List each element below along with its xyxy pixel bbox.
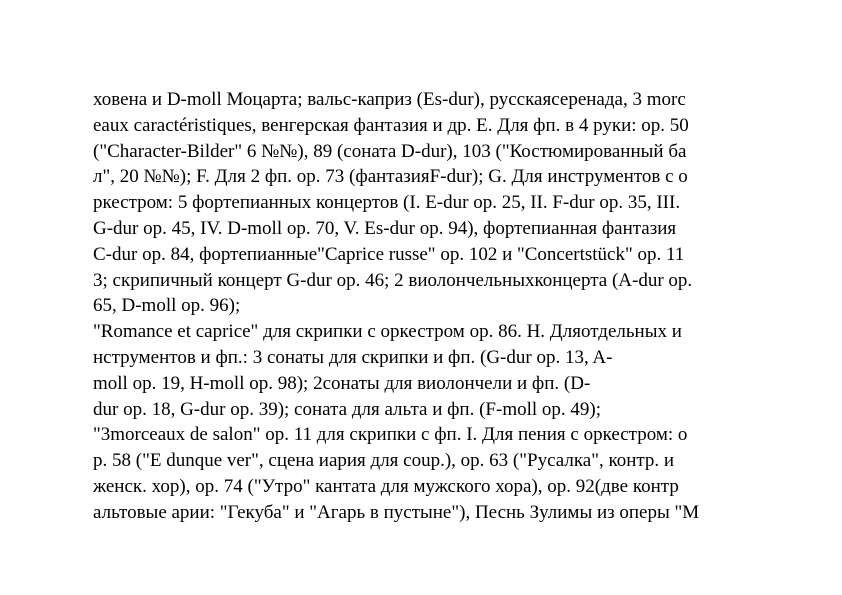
text-line: 3; скрипичный концерт G-dur op. 46; 2 виолончельныхконцерта (A-dur op. (93, 269, 693, 291)
text-line: ркестром: 5 фортепианных концертов (I. E-dur op. 25, II. F-dur op. 35, III. (93, 192, 681, 214)
text-line: альтовые арии: "Гекуба" и "Агарь в пустыне"), Песнь Зулимы из оперы "М (93, 501, 700, 523)
text-line: dur op. 18, G-dur op. 39); соната для альта и фп. (F-moll op. 49); (93, 398, 602, 420)
text-line: р. 58 ("E dunque ver", сцена иария для coup.), op. 63 ("Русалка", контр. и (93, 450, 675, 472)
text-line: "Romance et caprice" для скрипки с оркестром op. 86. H. Дляотдельных и (93, 321, 682, 343)
text-line: нструментов и фп.: 3 сонаты для скрипки и фп. (G-dur op. 13, A- (93, 346, 613, 368)
text-line: "3morceaux de salon" op. 11 для скрипки с фп. I. Для пения с оркестром: о (93, 424, 688, 446)
text-line: ("Character-Bilder" 6 №№), 89 (соната D-dur), 103 ("Костюмированный ба (93, 140, 687, 162)
text-line: л", 20 №№); F. Для 2 фп. op. 73 (фантазияF-dur); G. Для инструментов с о (93, 166, 688, 188)
text-line: женск. хор), op. 74 ("Утро" кантата для мужского хора), op. 92(две контр (93, 475, 679, 497)
text-line: eaux caractéristiques, венгерская фантазия и др. E. Для фп. в 4 руки: op. 50 (93, 114, 689, 136)
body-text (93, 87, 793, 526)
text-line: ховена и D-moll Моцарта; вальс-каприз (Es-dur), русскаясеренада, 3 morc (93, 89, 686, 110)
text-line: C-dur op. 84, фортепианные"Caprice russe" op. 102 и "Concertstück" op. 11 (93, 243, 685, 265)
text-line: moll op. 19, H-moll op. 98); 2сонаты для виолончели и фп. (D- (93, 372, 591, 394)
text-line: G-dur op. 45, IV. D-moll op. 70, V. Es-dur op. 94), фортепианная фантазия (93, 217, 677, 239)
text-line: 65, D-moll op. 96); (93, 295, 241, 317)
